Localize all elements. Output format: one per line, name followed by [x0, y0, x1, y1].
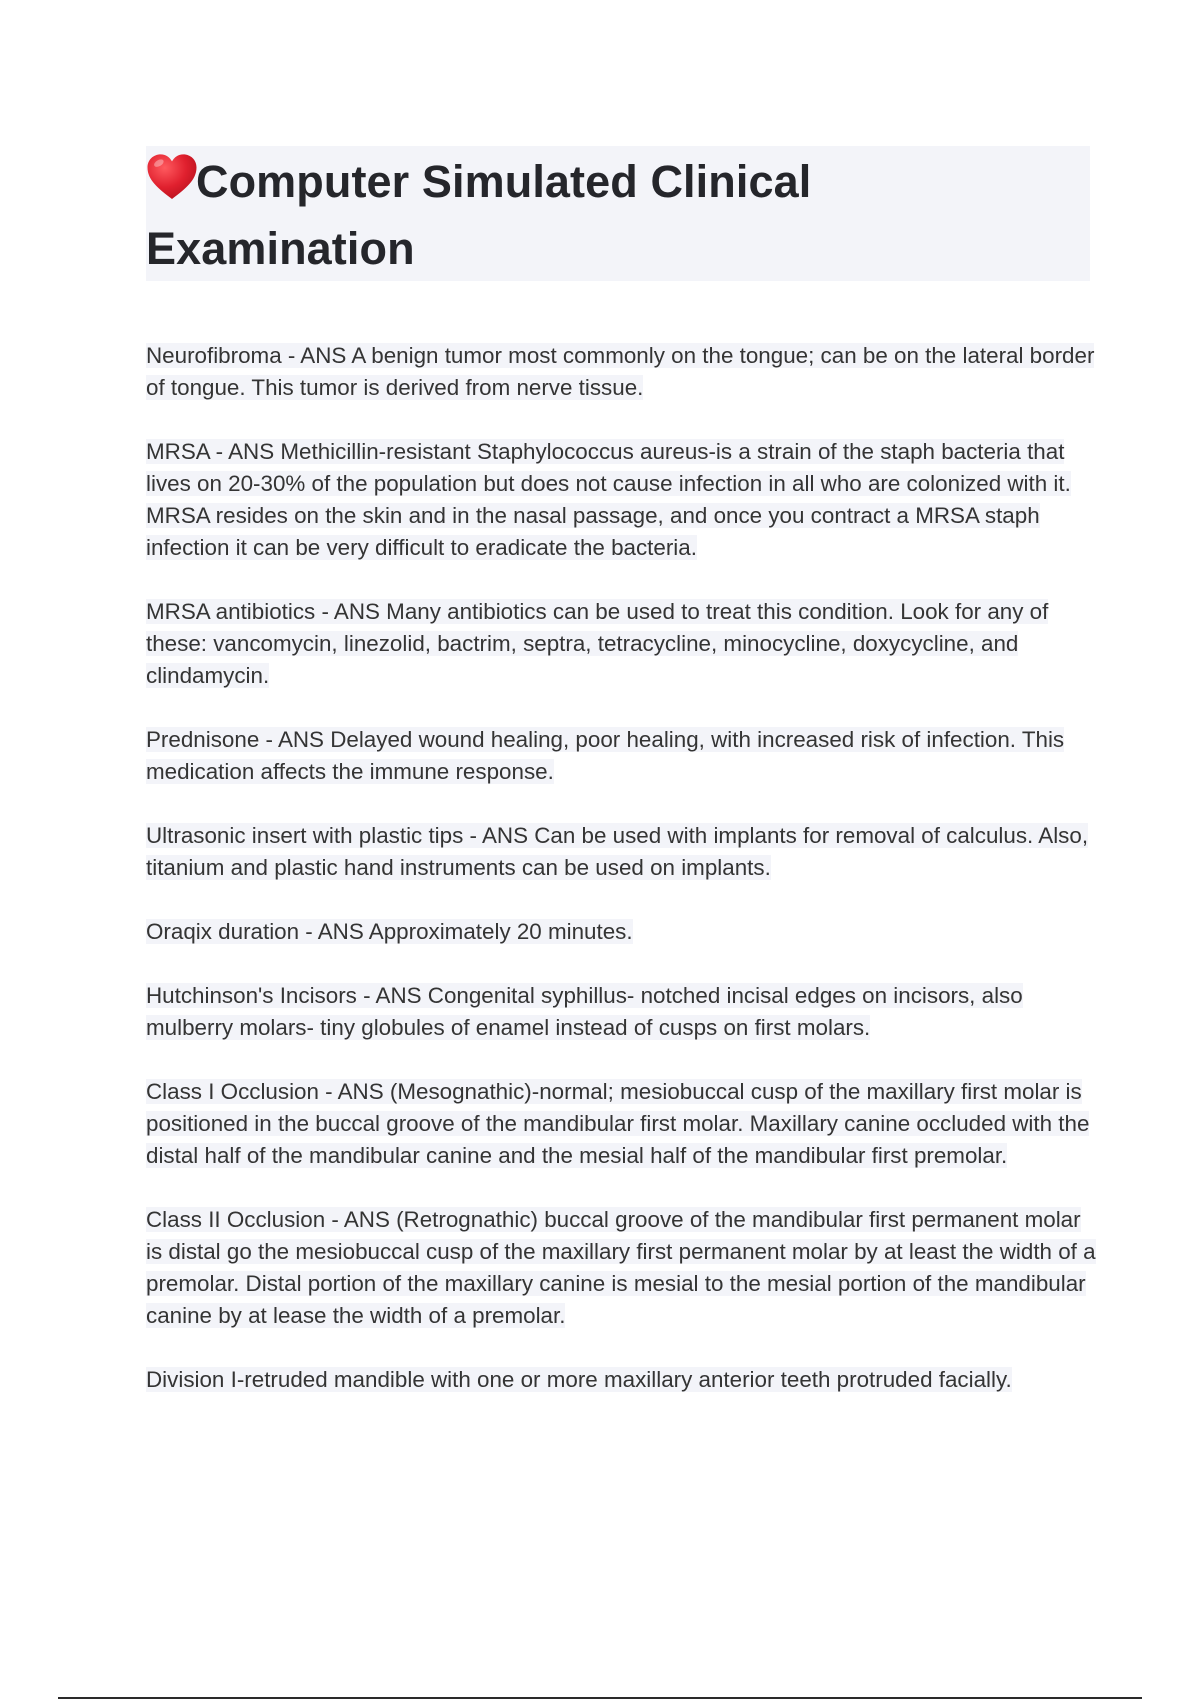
entry-mrsa-antibiotics: [146, 596, 1096, 692]
entry-text: Class I Occlusion - ANS (Mesognathic)-normal; mesiobuccal cusp of the maxillary first molar is positioned in the buccal groove of the mandibular first molar. Maxillary canine occluded with the distal half of the mandibular canine and the mesial half of the mandibular first premolar.: [146, 1079, 1090, 1168]
page-title: [146, 148, 1090, 282]
entry-text: Class II Occlusion - ANS (Retrognathic) buccal groove of the mandibular first permanent molar is distal go the mesiobuccal cusp of the maxillary first permanent molar by at least the width of a premolar. Distal portion of the maxillary canine is mesial to the mesial portion of the mandibular canine by at lease the width of a premolar.: [146, 1207, 1096, 1328]
footer-divider: [58, 1697, 1142, 1699]
heart-icon: [144, 150, 200, 206]
entry-text: MRSA - ANS Methicillin-resistant Staphylococcus aureus-is a strain of the staph bacteria that lives on 20-30% of the population but does not cause infection in all who are colonized with it. MRSA resides on the skin and in the nasal passage, and once you contract a MRSA staph infection it can be very difficult to eradicate the bacteria.: [146, 439, 1071, 560]
entry-division-i: [146, 1364, 1096, 1396]
entry-text: Oraqix duration - ANS Approximately 20 minutes.: [146, 919, 633, 944]
entry-text: Prednisone - ANS Delayed wound healing, poor healing, with increased risk of infection. This medication affects the immune response.: [146, 727, 1065, 784]
title-text: Computer Simulated Clinical Examination: [146, 156, 812, 274]
entry-text: Division I-retruded mandible with one or more maxillary anterior teeth protruded facially.: [146, 1367, 1012, 1392]
entry-text: MRSA antibiotics - ANS Many antibiotics can be used to treat this condition. Look for any of these: vancomycin, linezolid, bactrim, septra, tetracycline, minocycline, doxycycline, and clindamycin.: [146, 599, 1049, 688]
entry-text: Neurofibroma - ANS A benign tumor most commonly on the tongue; can be on the lateral border of tongue. This tumor is derived from nerve tissue.: [146, 343, 1095, 400]
flashcard-list: [146, 340, 1096, 1428]
entry-text: Ultrasonic insert with plastic tips - ANS Can be used with implants for removal of calculus. Also, titanium and plastic hand instruments can be used on implants.: [146, 823, 1089, 880]
entry-ultrasonic-insert: [146, 820, 1096, 884]
entry-prednisone: [146, 724, 1096, 788]
entry-hutchinsons-incisors: [146, 980, 1096, 1044]
entry-class-i-occlusion: [146, 1076, 1096, 1172]
entry-mrsa: [146, 436, 1096, 564]
entry-text: Hutchinson's Incisors - ANS Congenital syphillus- notched incisal edges on incisors, also mulberry molars- tiny globules of enamel instead of cusps on first molars.: [146, 983, 1023, 1040]
title-block: [146, 146, 1090, 281]
entry-class-ii-occlusion: [146, 1204, 1096, 1332]
entry-neurofibroma: [146, 340, 1096, 404]
entry-oraqix-duration: [146, 916, 1096, 948]
